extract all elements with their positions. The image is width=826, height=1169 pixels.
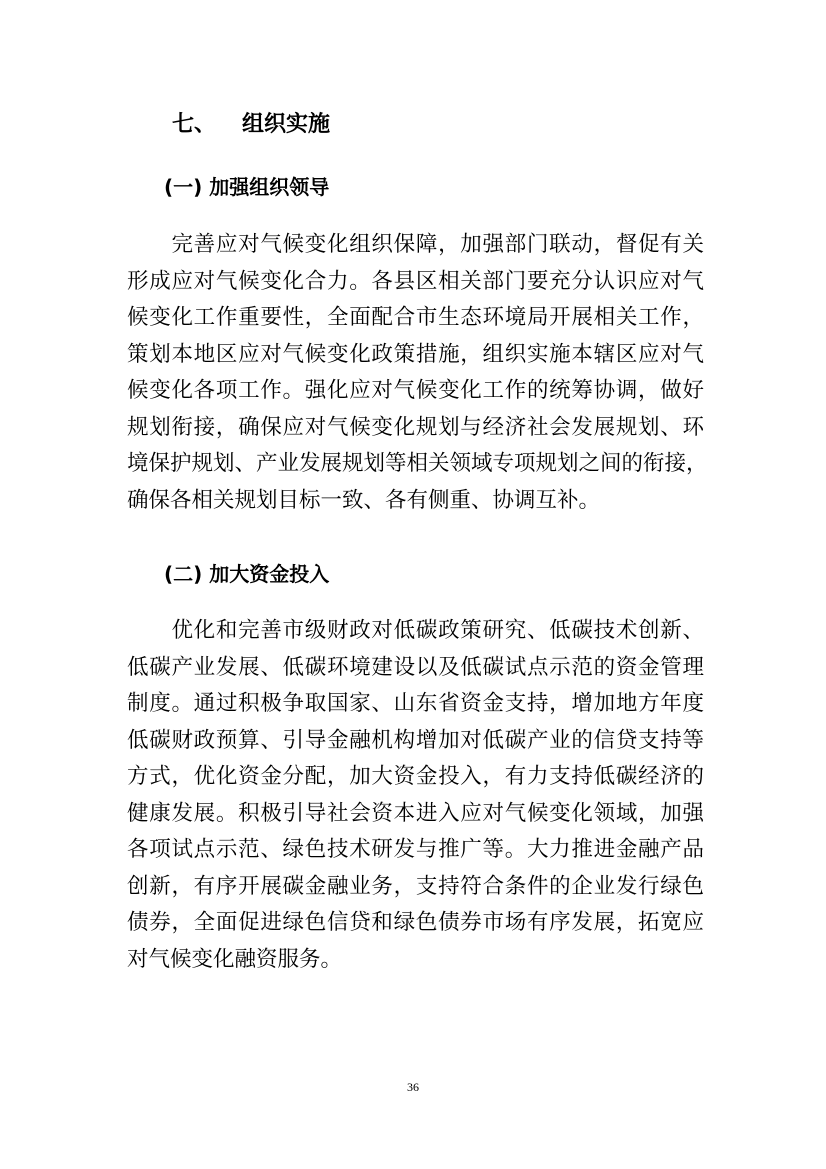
paragraph-line: 策划本地区应对气候变化政策措施，组织实施本辖区应对气 — [127, 341, 704, 367]
paragraph-line: 优化和完善市级财政对低碳政策研究、低碳技术创新、 — [127, 618, 704, 643]
paragraph-line: 各项试点示范、绿色技术研发与推广等。大力推进金融产品 — [127, 837, 704, 862]
section-1-paragraph — [127, 227, 708, 519]
paragraph-line: 健康发展。积极引导社会资本进入应对气候变化领域，加强 — [127, 800, 704, 826]
paragraph-line: 低碳产业发展、低碳环境建设以及低碳试点示范的资金管理 — [127, 654, 704, 680]
section-heading-2: (二) 加大资金投入 — [164, 562, 330, 586]
paragraph-line: 方式，优化资金分配，加大资金投入，有力支持低碳经济的 — [127, 764, 704, 789]
paragraph-line: 规划衔接，确保应对气候变化规划与经济社会发展规划、环 — [127, 414, 704, 440]
paragraph-line: 制度。通过积极争取国家、山东省资金支持，增加地方年度 — [127, 691, 704, 716]
paragraph-line: 完善应对气候变化组织保障，加强部门联动，督促有关 — [127, 232, 704, 257]
chapter-title-text: 组织实施 — [242, 112, 331, 137]
paragraph-line: 低碳财政预算、引导金融机构增加对低碳产业的信贷支持等 — [127, 727, 704, 753]
paragraph-line: 候变化工作重要性，全面配合市生态环境局开展相关工作， — [127, 305, 704, 330]
paragraph-line: 对气候变化融资服务。 — [127, 946, 343, 972]
chapter-title — [172, 110, 330, 140]
chapter-number: 七、 — [172, 112, 217, 137]
paragraph-line: 境保护规划、产业发展规划等相关领域专项规划之间的衔接， — [127, 451, 708, 476]
paragraph-line: 形成应对气候变化合力。各县区相关部门要充分认识应对气 — [127, 268, 704, 294]
section-heading-1: (一) 加强组织领导 — [164, 175, 330, 199]
paragraph-line: 候变化各项工作。强化应对气候变化工作的统筹协调，做好 — [127, 378, 704, 403]
section-2-paragraph — [127, 613, 704, 978]
paragraph-line: 创新，有序开展碳金融业务，支持符合条件的企业发行绿色 — [127, 873, 704, 899]
page-number: 36 — [407, 1080, 419, 1094]
paragraph-line: 债券，全面促进绿色信贷和绿色债券市场有序发展，拓宽应 — [127, 910, 704, 935]
paragraph-line: 确保各相关规划目标一致、各有侧重、协调互补。 — [127, 487, 601, 513]
